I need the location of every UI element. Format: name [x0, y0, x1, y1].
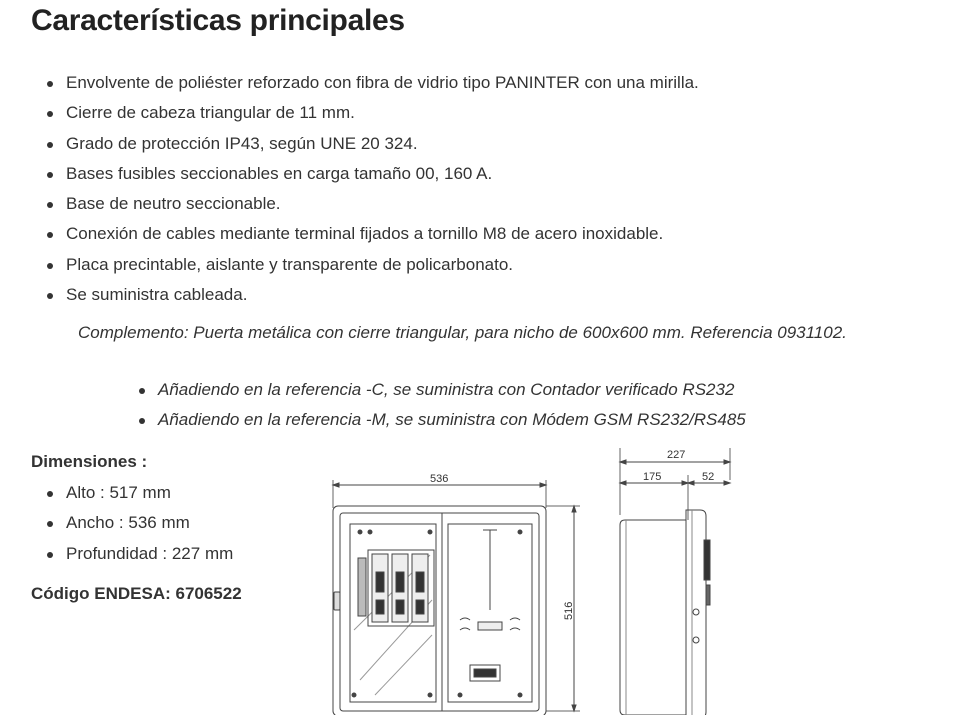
list-item: Conexión de cables mediante terminal fijados a tornillo M8 de acero inoxidable.: [44, 219, 699, 249]
depth-lid-label: 52: [702, 471, 715, 483]
technical-drawing: [320, 440, 750, 715]
list-item: Añadiendo en la referencia -M, se suministra con Módem GSM RS232/RS485: [136, 405, 746, 435]
dimensions-list: [44, 478, 233, 569]
list-item: Base de neutro seccionable.: [44, 189, 699, 219]
list-item: Alto : 517 mm: [44, 478, 233, 508]
endesa-code: Código ENDESA: 6706522: [31, 584, 242, 603]
complement-note: Complemento: Puerta metálica con cierre triangular, para nicho de 600x600 mm. Referencia 0931102.: [78, 323, 847, 342]
depth-total-label: 227: [667, 449, 686, 461]
features-list: [44, 68, 699, 310]
width-dimension-label: 536: [430, 473, 449, 485]
list-item: Envolvente de poliéster reforzado con fibra de vidrio tipo PANINTER con una mirilla.: [44, 68, 699, 98]
page-title: Características principales: [31, 4, 405, 37]
dimensions-title: Dimensiones :: [31, 452, 148, 471]
list-item: Cierre de cabeza triangular de 11 mm.: [44, 98, 699, 128]
list-item: Profundidad : 227 mm: [44, 539, 233, 569]
list-item: Añadiendo en la referencia -C, se suministra con Contador verificado RS232: [136, 375, 746, 405]
list-item: Se suministra cableada.: [44, 280, 699, 310]
depth-body-label: 175: [643, 471, 662, 483]
list-item: Grado de protección IP43, según UNE 20 324.: [44, 129, 699, 159]
options-list: [136, 375, 746, 436]
list-item: Bases fusibles seccionables en carga tamaño 00, 160 A.: [44, 159, 699, 189]
list-item: Placa precintable, aislante y transparente de policarbonato.: [44, 250, 699, 280]
list-item: Ancho : 536 mm: [44, 508, 233, 538]
height-dimension-label: 516: [563, 601, 575, 620]
